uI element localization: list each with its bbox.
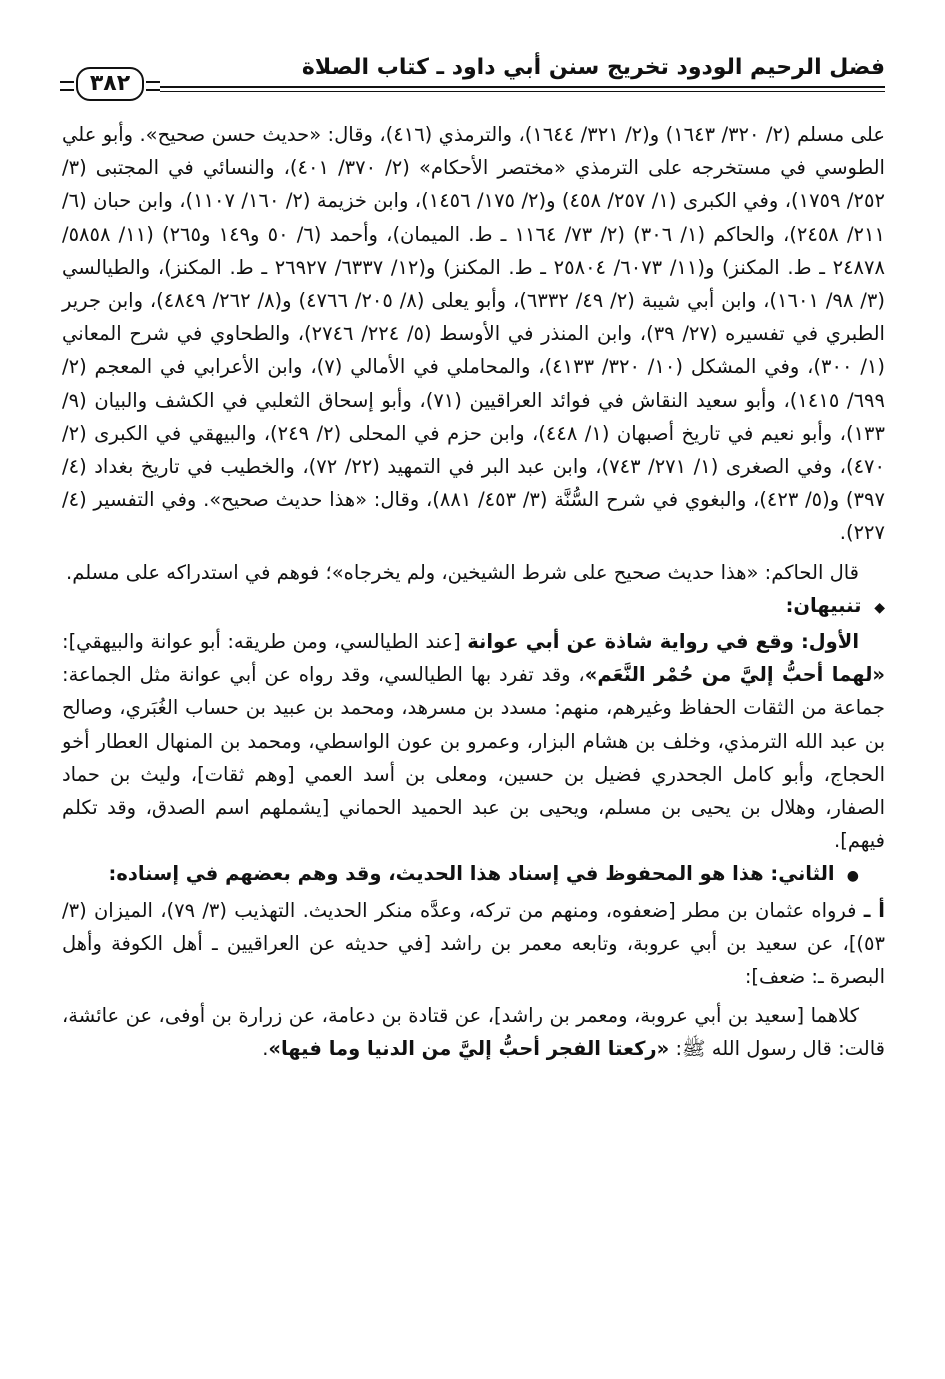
ornament-lines-right bbox=[146, 81, 160, 91]
tanbihat-heading-text: تنبيهان: bbox=[785, 593, 862, 617]
paragraph-hakim-note: قال الحاكم: «هذا حديث صحيح على شرط الشيخين، ولم يخرجاه»؛ فوهم في استدراكه على مسلم. bbox=[66, 560, 859, 584]
header-rule-thin bbox=[60, 91, 885, 92]
hadith-end: . bbox=[262, 1037, 269, 1061]
tanbihat-heading bbox=[62, 589, 885, 625]
running-title: فضل الرحيم الودود تخريج سنن أبي داود ـ كتاب الصلاة bbox=[301, 55, 885, 80]
bullet-icon: ● bbox=[846, 868, 859, 885]
paragraph-takhrij: على مسلم (٢/ ٣٢٠/ ١٦٤٣) و(٢/ ٣٢١/ ١٦٤٤)، والترمذي (٤١٦)، وقال: «حديث حسن صحيح». وأبو علي الطوسي في مستخرجه على الترمذي «مختصر الأحكام» (٢/ ٣٧٠/ ٤٠١)، والنسائي في المجتبى (٣/ ٢٥٢/ ١٧٥٩)، وفي الكبرى (١/ ٢٥٧/ ٤٥٨) و(٢/ ١٧٥/ ١٤٥٦)، وابن خزيمة (٢/ ١٦٠/ ١١٠٧)، وابن حبان (٦/ ٢١١/ ٢٤٥٨)، والحاكم (١/ ٣٠٦) (٢/ ٧٣/ ١١٦٤ ـ ط. الميمان)، وأحمد (٦/ ٥٠ و١٤٩ و٢٦٥) (١١/ ٥٨٥٨/ ٢٤٨٧٨ ـ ط. المكنز) و(١١/ ٦٠٧٣/ ٢٥٨٠٤ ـ ط. المكنز) و(١٢/ ٦٣٣٧/ ٢٦٩٢٧ ـ ط. المكنز)، والطيالسي (٣/ ٩٨/ ١٦٠١)، وابن أبي شيبة (٢/ ٤٩/ ٦٣٣٢)، وأبو يعلى (٨/ ٢٠٥/ ٤٧٦٦) و(٨/ ٢٦٢/ ٤٨٤٩)، وابن جرير الطبري في تفسيره (٢٧/ ٣٩)، وابن المنذر في الأوسط (٥/ ٢٢٤/ ٢٧٤٦)، والطحاوي في شرح المعاني (١/ ٣٠٠)، وفي المشكل (١٠/ ٣٢٠/ ٤١٣٣)، والمحاملي في الأمالي (٧)، وابن الأعرابي في المعجم (٢/ ٦٩٩/ ١٤١٥)، وأبو سعيد النقاش في فوائد العراقيين (٧١)، وأبو إسحاق الثعلبي في الكشف والبيان (٩/ ١٣٣)، وأبو نعيم في تاريخ أصبهان (١/ ٤٤٨)، وابن حزم في المحلى (٢/ ٢٤٩)، والبيهقي في الكبرى (٢/ ٤٧٠)، وفي الصغرى (١/ ٢٧١/ ٧٤٣)، وابن عبد البر في التمهيد (٢٢/ ٧٢)، والخطيب في تاريخ بغداد (٤/ ٣٩٧) و(٥/ ٤٢٣)، والبغوي في شرح السُّنَّة (٣/ ٤٥٣/ ٨٨١)، وقال: «هذا حديث صحيح». وفي التفسير (٤/ ٢٢٧). bbox=[62, 123, 885, 545]
running-header bbox=[60, 55, 885, 103]
hadith-isnad: كلاهما [سعيد بن أبي عروبة، ومعمر بن راشد]، عن قتادة بن دعامة، عن زرارة بن أوفى، عن عائشة، قالت: قال رسول الله ﷺ: bbox=[62, 1004, 885, 1061]
alif-text: فرواه عثمان بن مطر [ضعفوه، ومنهم من تركه، وعدَّه منكر الحديث. التهذيب (٣/ ٧٩)، الميزان (٣/ ٥٣)]، عن سعيد بن أبي عروبة، وتابعه معمر بن راشد [في حديثه عن العراقيين ـ أهل الكوفة وأهل البصرة ـ: ضعف]: bbox=[62, 898, 885, 989]
first-note-text-b: ، وقد تفرد بها الطيالسي، وقد رواه عن أبي عوانة مثل الجماعة: جماعة من الثقات الحفاظ وغيرهم، منهم: مسدد بن مسرهد، ومحمد بن عبيد بن حساب الغُبَري، وصالح بن عبد الله الترمذي، وخلف بن هشام البزار، وعمرو بن عون الواسطي، ومحمد بن المنهال العطار أخو الحجاج، وأبو كامل الجحدري فضيل بن حسين، ومعلى بن أسد العمي [وهم ثقات]، وليث بن حماد الصفار، وهلال بن يحيى بن مسلم، ويحيى بن عبد الحميد الحماني [يشملهم اسم الصدق، وقد تكلم فيهم]. bbox=[62, 663, 885, 853]
paragraph-second-note bbox=[62, 857, 885, 893]
second-note-heading: الثاني: هذا هو المحفوظ في إسناد هذا الحديث، وقد وهم بعضهم في إسناده: bbox=[108, 862, 835, 886]
hadith-matn: «ركعتا الفجر أحبُّ إليَّ من الدنيا وما فيها» bbox=[268, 1037, 670, 1061]
header-rule-thick bbox=[60, 86, 885, 88]
first-note-text-a: [عند الطيالسي، ومن طريقه: أبو عوانة والبيهقي]: bbox=[62, 630, 468, 654]
first-note-lead: الأول: وقع في رواية شاذة عن أبي عوانة bbox=[467, 630, 860, 654]
paragraph-hadith bbox=[62, 999, 885, 1065]
ornament-lines-left bbox=[60, 81, 74, 91]
paragraph-alif bbox=[62, 894, 885, 994]
page-body bbox=[62, 118, 885, 1066]
first-note-quote: «لهما أحبُّ إليَّ من حُمْر النَّعَم» bbox=[584, 663, 885, 687]
paragraph-first-note bbox=[62, 625, 885, 857]
alif-marker: أ ـ bbox=[863, 898, 885, 922]
page-number-ornament bbox=[60, 66, 160, 102]
section-mark-icon: ◆ bbox=[874, 599, 885, 616]
page-number: ٣٨٢ bbox=[76, 67, 144, 101]
